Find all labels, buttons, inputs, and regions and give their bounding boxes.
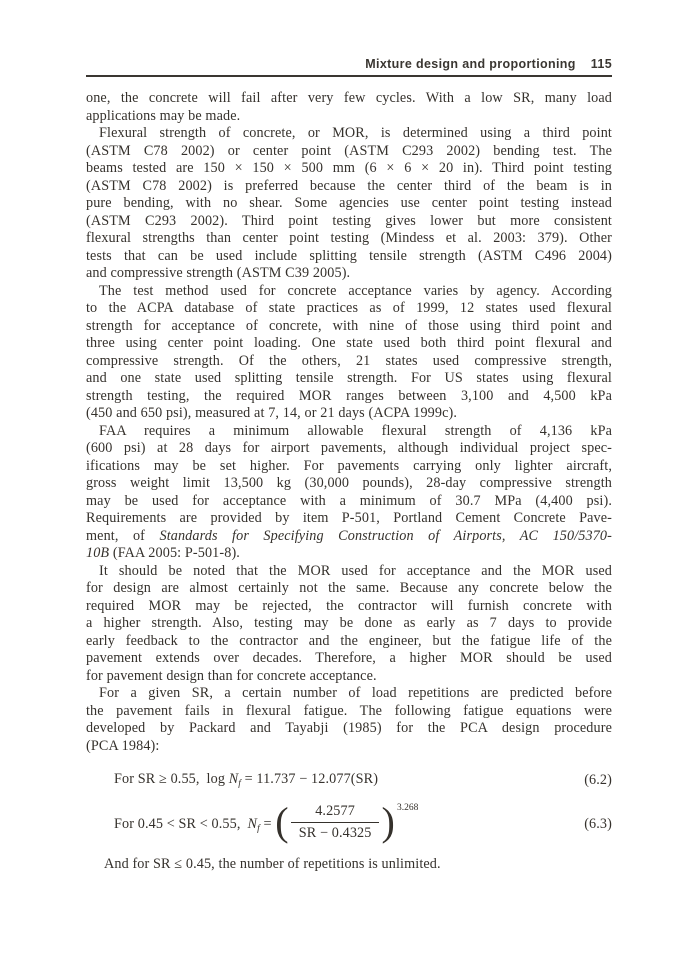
text-line: may be used for acceptance with a minimum of 30.7 MPa (4,400 psi).	[86, 492, 612, 509]
text-line: compressive strength. Of the others, 21 states used compressive strength,	[86, 352, 612, 369]
text-line: developed by Packard and Tayabji (1985) for the PCA design procedure	[86, 720, 612, 736]
text-line: (600 psi) at 28 days for airport pavements, although individual project spec-	[86, 440, 612, 456]
chapter-title: Mixture design and proportioning	[365, 57, 576, 71]
fraction-denominator: SR − 0.4325	[291, 822, 380, 842]
text-line: for design are almost certainly not the same. Because any concrete below the	[86, 580, 612, 596]
fraction-numerator: 4.2577	[315, 802, 355, 819]
text-line: ment, of Standards for Specifying Construction of Airports, AC 150/5370-	[86, 527, 612, 544]
text-body	[86, 90, 612, 755]
text-line: flexural strengths than center point testing (Mindess et al. 2003: 379). Other	[86, 230, 612, 246]
text-line: (ASTM C293 2002). Third point testing gives lower but more consistent	[86, 212, 612, 229]
running-header	[86, 57, 612, 71]
text-line: (450 and 650 psi), measured at 7, 14, or 21 days (ACPA 1999c).	[86, 405, 458, 421]
text-line: the pavement fails in flexural fatigue. The following fatigue equations were	[86, 702, 612, 719]
text-line: (ASTM C78 2002) or center point (ASTM C293 2002) bending test. The	[86, 142, 612, 159]
text-line: FAA requires a minimum allowable flexural strength of 4,136 kPa	[99, 422, 612, 439]
text-line: The test method used for concrete acceptance varies by agency. According	[99, 282, 612, 299]
text-line: a higher strength. Also, testing may be done as early as 7 days to provide	[86, 615, 612, 631]
text-line: and compressive strength (ASTM C39 2005).	[86, 265, 351, 281]
equation-number: (6.2)	[584, 771, 612, 788]
equation-6-2	[86, 771, 612, 789]
text-line: (PCA 1984):	[86, 737, 160, 754]
text-line: Requirements are provided by item P-501, Portland Cement Concrete Pave-	[86, 510, 612, 526]
text-line: Flexural strength of concrete, or MOR, is determined using a third point	[99, 125, 612, 141]
page-number: 115	[590, 57, 612, 71]
text-line: pure bending, with no shear. Some agencies use center point testing instead	[86, 195, 612, 211]
equation-number: (6.3)	[584, 815, 612, 832]
text-line: required MOR may be rejected, the contractor will furnish concrete with	[86, 597, 612, 614]
equation-6-2-expression: For SR ≥ 0.55, $\log N_f = 11.737 - 12.077(SR)$	[114, 771, 379, 789]
text-line: strength for acceptance of concrete, with nine of those using third point and	[86, 317, 612, 334]
closing-sentence: And for SR ≤ 0.45, the number of repetitions is unlimited.	[104, 856, 441, 872]
fraction	[291, 803, 380, 842]
text-line: one, the concrete will fail after very few cycles. With a low SR, many load	[86, 90, 612, 106]
text-line: ifications may be set higher. For pavements carrying only lighter aircraft,	[86, 457, 612, 474]
open-paren: (	[275, 799, 289, 844]
text-line: beams tested are 150 × 150 × 500 mm (6 × 6 × 20 in). Third point testing	[86, 160, 612, 176]
fraction-exponent: 3.268	[396, 803, 419, 814]
text-line: early feedback to the contractor and the engineer, but the fatigue life of the	[86, 632, 612, 649]
text-line: strength testing, the required MOR ranges between 3,100 and 4,500 kPa	[86, 387, 612, 404]
equation-block	[86, 755, 612, 873]
text-line: For a given SR, a certain number of load repetitions are predicted before	[99, 685, 612, 701]
text-line: three using center point loading. One state used both third point flexural and	[86, 335, 612, 351]
text-line: to the ACPA database of state practices as of 1999, 12 states used flexural	[86, 300, 612, 316]
close-paren: )	[381, 799, 395, 844]
text-line: pavement extends over decades. Therefore, a higher MOR should be used	[86, 650, 612, 666]
text-line: for pavement design than for concrete acceptance.	[86, 667, 377, 684]
text-line: (ASTM C78 2002) is preferred because the center third of the beam is in	[86, 177, 612, 194]
text-line: It should be noted that the MOR used for acceptance and the MOR used	[99, 562, 612, 579]
text-line: and one state used splitting tensile strength. For US states using flexural	[86, 370, 612, 386]
text-line: gross weight limit 13,500 kg (30,000 pounds), 28-day compressive strength	[86, 475, 612, 491]
header-rule	[86, 75, 612, 77]
equation-6-3-expression: For 0.45 < SR < 0.55, $N_f$ = ( $\frac{4.2577}{SR - 0.4325}$ ) $^{3.268}$	[114, 799, 419, 844]
text-line: tests that can be used include splitting tensile strength (ASTM C496 2004)	[86, 247, 612, 264]
equation-6-3	[86, 801, 612, 847]
text-line: applications may be made.	[86, 107, 241, 124]
text-line: 10B (FAA 2005: P-501-8).	[86, 545, 240, 561]
